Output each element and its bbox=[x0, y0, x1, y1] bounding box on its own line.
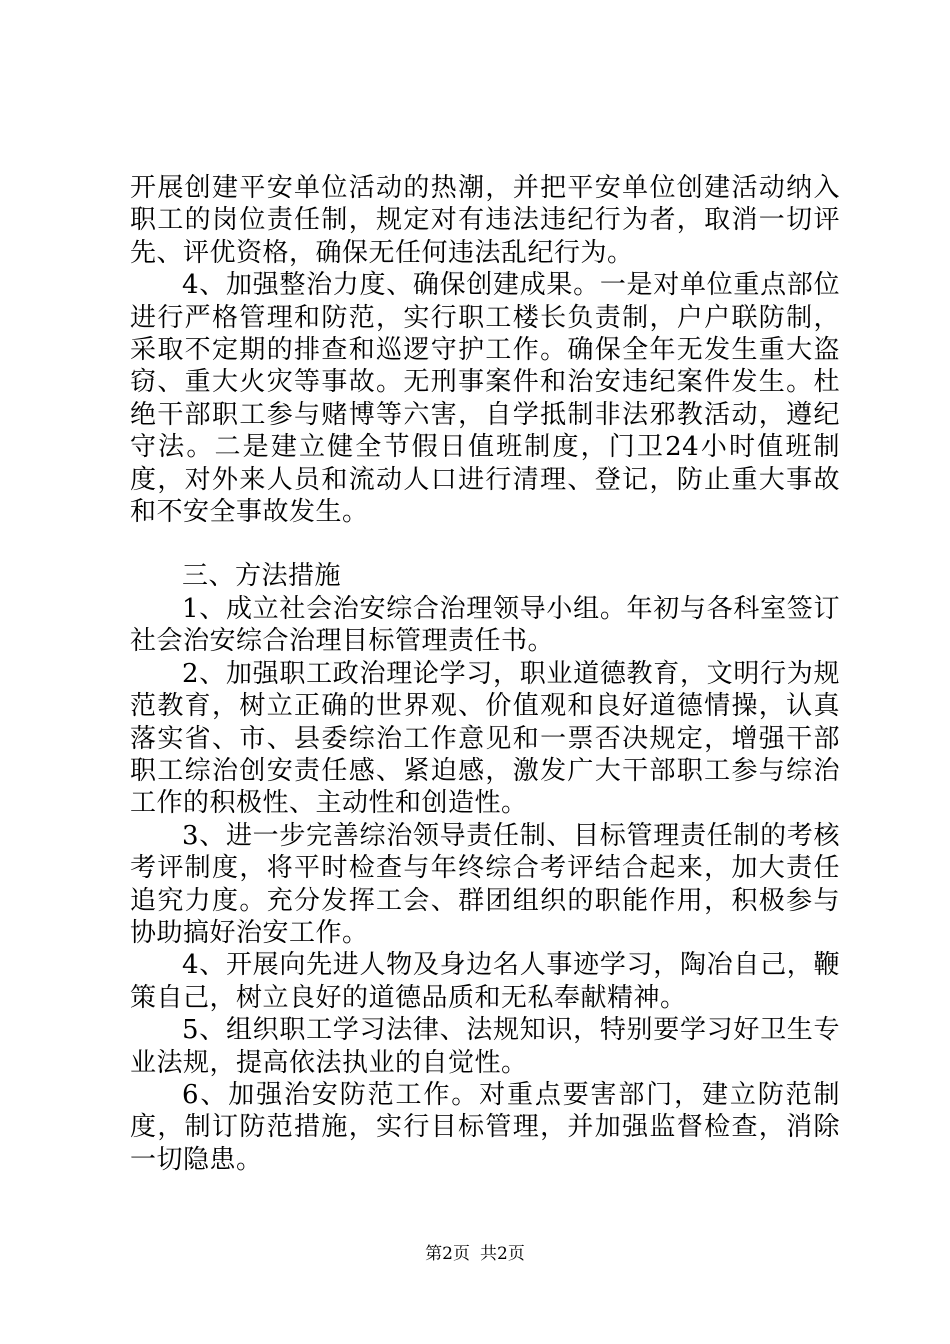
paragraph-continued: 开展创建平安单位活动的热潮，并把平安单位创建活动纳入职工的岗位责任制，规定对有违法违纪行为者，取消一切评先、评优资格，确保无任何违法乱纪行为。 bbox=[130, 173, 840, 268]
paragraph-measure-6: 6、加强治安防范工作。对重点要害部门，建立防范制度，制订防范措施，实行目标管理，并加强监督检查，消除一切隐患。 bbox=[130, 1079, 840, 1175]
document-body bbox=[130, 172, 840, 1176]
page-number-current: 第2页 bbox=[425, 1244, 470, 1264]
paragraph-item-4: 4、加强整治力度、确保创建成果。一是对单位重点部位进行严格管理和防范，实行职工楼长负责制，户户联防制，采取不定期的排查和巡逻守护工作。确保全年无发生重大盗窃、重大火灾等事故。无刑事案件和治安违纪案件发生。杜绝干部职工参与赌博等六害，自学抵制非法邪教活动，遵纪守法。二是建立健全节假日值班制度，门卫24小时值班制度，对外来人员和流动人口进行清理、登记，防止重大事故和不安全事故发生。 bbox=[130, 270, 840, 528]
section-heading-methods: 三、方法措施 bbox=[182, 561, 342, 592]
paragraph-measure-1: 1、成立社会治安综合治理领导小组。年初与各科室签订社会治安综合治理目标管理责任书。 bbox=[130, 593, 840, 657]
page-footer bbox=[0, 1242, 950, 1266]
paragraph-measure-2: 2、加强职工政治理论学习，职业道德教育，文明行为规范教育，树立正确的世界观、价值观和良好道德情操，认真落实省、市、县委综治工作意见和一票否决规定，增强干部职工综治创安责任感、紧迫感，激发广大干部职工参与综治工作的积极性、主动性和创造性。 bbox=[130, 658, 840, 819]
paragraph-measure-3: 3、进一步完善综治领导责任制、目标管理责任制的考核考评制度，将平时检查与年终综合考评结合起来，加大责任追究力度。充分发挥工会、群团组织的职能作用，积极参与协助搞好治安工作。 bbox=[130, 820, 840, 948]
paragraph-measure-5: 5、组织职工学习法律、法规知识，特别要学习好卫生专业法规，提高依法执业的自觉性。 bbox=[130, 1015, 840, 1078]
paragraph-measure-4: 4、开展向先进人物及身边名人事迹学习，陶冶自己，鞭策自己，树立良好的道德品质和无私奉献精神。 bbox=[130, 950, 840, 1013]
page-number-total: 共2页 bbox=[480, 1244, 525, 1264]
